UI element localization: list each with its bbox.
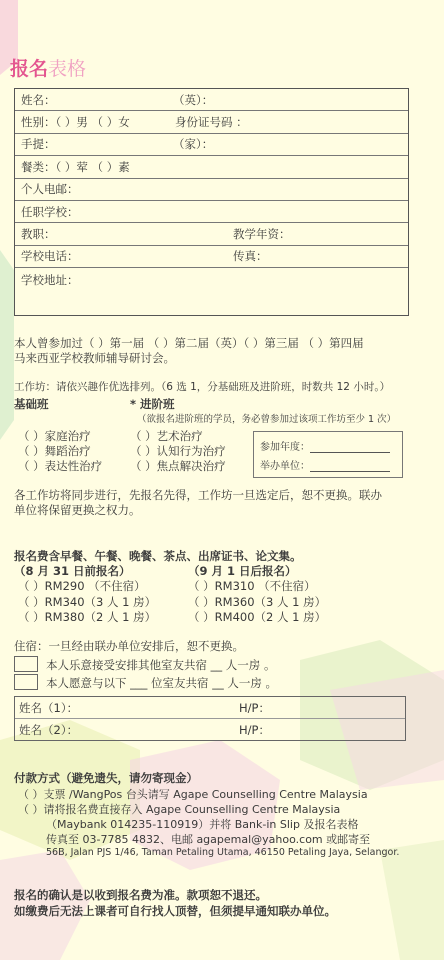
- school-address-label: 学校地址：: [21, 273, 79, 288]
- early-fee-no-stay[interactable]: （ ）RM290 （不住宿）: [18, 579, 146, 593]
- ic-label: 身份证号码 ：: [175, 115, 248, 130]
- attended-line2: 马来西亚学校教师辅导研讨会。: [14, 351, 175, 365]
- payment-bank-account: （Maybank 014235-110919）并将 Bank-in Slip 及报名表格: [46, 818, 359, 831]
- lodging-option2-label: 本人愿意与以下 ___ 位室友共宿 __ 人一房 。: [46, 676, 278, 690]
- organizer-field[interactable]: [260, 457, 390, 472]
- payment-bank-in[interactable]: （ ）请将报名费直接存入 Agape Counselling Centre Malaysia: [18, 803, 341, 816]
- mobile-label: 手提：: [21, 137, 56, 152]
- school-tel-label: 学校电话：: [21, 249, 79, 264]
- roommate-row-2[interactable]: [15, 719, 405, 740]
- advanced-option-art-therapy[interactable]: （ ）艺术治疗: [130, 429, 203, 443]
- early-fees-title: （8 月 31 日前报名）: [14, 564, 131, 578]
- name-en-label: （英）：: [173, 92, 214, 107]
- payment-title: 付款方式（避免遗失，请勿寄现金）: [14, 771, 198, 785]
- advanced-class-title: * 进阶班: [130, 397, 175, 411]
- late-fees-title: （9 月 1 日后报名）: [188, 564, 297, 578]
- lodging-option1-checkbox[interactable]: [14, 656, 38, 672]
- late-fee-2-per-room[interactable]: （ ）RM400（2 人 1 房）: [188, 610, 327, 624]
- workshop-note-line1: 各工作坊将同步进行，先报名先得，工作坊一旦选定后，恕不更换。联办: [14, 488, 382, 502]
- roommate2-hp-label: H/P：: [239, 723, 270, 737]
- roommate-row-1[interactable]: [15, 697, 405, 719]
- payment-cheque[interactable]: （ ）支票 /WangPos 台头请写 Agape Counselling Centre Malaysia: [18, 788, 368, 801]
- late-fee-no-stay[interactable]: （ ）RM310 （不住宿）: [188, 579, 316, 593]
- roommate-table: [14, 696, 406, 741]
- years-label: 教学年资：: [233, 227, 291, 242]
- advanced-class-note: （欲报名进阶班的学员，务必曾参加过该项工作坊至少 1 次）: [137, 414, 397, 425]
- payment-address: 56B, Jalan PJS 1/46, Taman Petaling Utama, 46150 Petaling Jaya, Selangor.: [46, 847, 400, 858]
- gender-label: 性别：（ ）男 （ ）女: [21, 115, 130, 130]
- row-gender[interactable]: [15, 111, 408, 133]
- roommate1-name-label: 姓名（1）：: [19, 701, 79, 715]
- row-email[interactable]: [15, 179, 408, 201]
- attendance-year-box: [253, 431, 403, 478]
- workshop-note-line2: 单位将保留更换之权力。: [14, 503, 141, 517]
- title-part2: 表格: [48, 58, 87, 80]
- early-fee-2-per-room[interactable]: （ ）RM380（2 人 1 房）: [18, 610, 157, 624]
- late-fee-3-per-room[interactable]: （ ）RM360（3 人 1 房）: [188, 595, 327, 609]
- row-school[interactable]: [15, 201, 408, 223]
- post-label: 教职：: [21, 227, 56, 242]
- roommate2-name-label: 姓名（2）：: [19, 723, 79, 737]
- footer-confirmation-note: 报名的确认是以收到报名费为准。款项恕不退还。: [14, 888, 267, 902]
- basic-option-dance-therapy[interactable]: （ ）舞蹈治疗: [18, 444, 91, 458]
- advanced-option-solution-focused[interactable]: （ ）焦点解决治疗: [130, 459, 226, 473]
- name-label: 姓名：: [21, 92, 56, 107]
- roommate1-hp-label: H/P：: [239, 701, 270, 715]
- row-phone[interactable]: [15, 134, 408, 156]
- row-school-tel[interactable]: [15, 246, 408, 268]
- form-title: [10, 54, 86, 81]
- lodging-title: 住宿：一旦经由联办单位安排后，恕不更换。: [14, 639, 244, 653]
- row-meal[interactable]: [15, 156, 408, 178]
- school-label: 任职学校：: [21, 204, 79, 219]
- meal-label: 餐类：（ ）荤 （ ）素: [21, 159, 130, 174]
- row-name[interactable]: [15, 89, 408, 111]
- attended-line1: 本人曾参加过（ ）第一届 （ ）第二届（英）（ ）第三届 （ ）第四届: [14, 336, 364, 350]
- home-phone-label: （家）：: [173, 137, 214, 152]
- title-part1: 报名: [10, 58, 49, 80]
- organizer-label: 举办单位：: [260, 461, 310, 472]
- fees-title: 报名费含早餐、午餐、晚餐、茶点、出席证书、论文集。: [14, 549, 302, 563]
- attendance-year-label: 参加年度：: [260, 442, 310, 453]
- attendance-year-field[interactable]: [260, 438, 390, 453]
- registration-form-table: [14, 88, 409, 316]
- row-school-address[interactable]: [15, 268, 408, 315]
- early-fee-3-per-room[interactable]: （ ）RM340（3 人 1 房）: [18, 595, 157, 609]
- advanced-option-cbt[interactable]: （ ）认知行为治疗: [130, 444, 226, 458]
- fax-label: 传真：: [233, 249, 268, 264]
- payment-contact: 传真至 03-7785 4832、电邮 agapemal@yahoo.com 或邮寄至: [46, 833, 371, 846]
- lodging-option2-checkbox[interactable]: [14, 674, 38, 690]
- basic-class-title: 基础班: [14, 397, 49, 411]
- basic-option-family-therapy[interactable]: （ ）家庭治疗: [18, 429, 91, 443]
- workshop-intro: 工作坊：请依兴趣作优选排列。（6 选 1，分基础班及进阶班，时数共 12 小时。）: [14, 381, 391, 393]
- email-label: 个人电邮：: [21, 182, 79, 197]
- lodging-option1-label: 本人乐意接受安排其他室友共宿 __ 人一房 。: [46, 658, 276, 672]
- row-post[interactable]: [15, 223, 408, 245]
- basic-option-expressive-therapy[interactable]: （ ）表达性治疗: [18, 459, 103, 473]
- footer-replacement-note: 如缴费后无法上课者可自行找人顶替，但须提早通知联办单位。: [14, 904, 336, 918]
